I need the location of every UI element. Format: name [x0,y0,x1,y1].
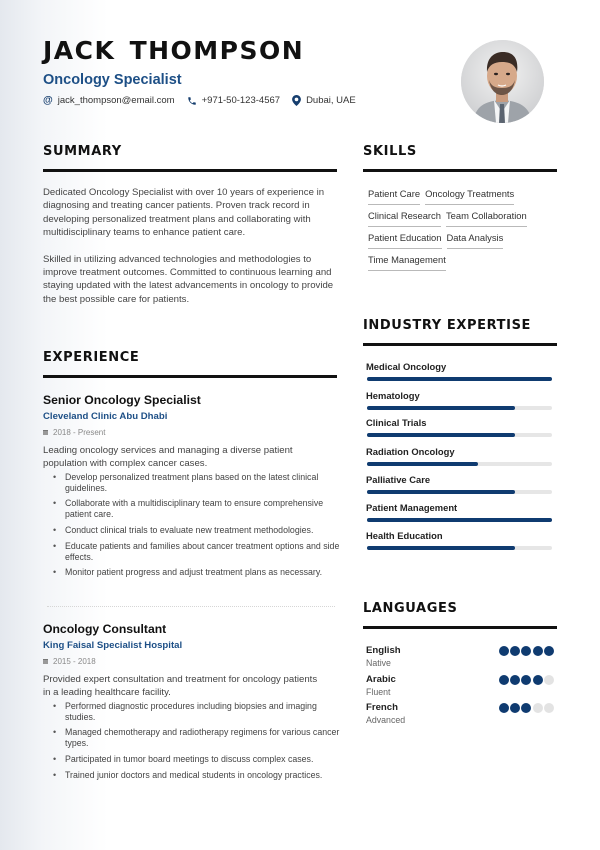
language-item [366,674,554,697]
languages-divider [363,626,557,629]
rating-dot-empty [544,675,554,685]
at-icon: @ [43,95,53,106]
language-rating [498,703,554,713]
job-bullet: • Trained junior doctors and medical students in oncology practices. [65,770,341,781]
expertise-bar-track [367,462,552,466]
job-company: King Faisal Specialist Hospital [43,640,183,651]
experience-entry [43,622,343,785]
language-item [366,645,554,668]
rating-dot-filled [499,646,509,656]
rating-dot-filled [510,675,520,685]
rating-dot-empty [544,703,554,713]
rating-dot-empty [533,703,543,713]
expertise-bar-fill [367,462,478,466]
job-dates [43,428,343,437]
skills-divider [363,169,557,172]
expertise-bar-track [367,377,552,381]
rating-dot-filled [510,703,520,713]
job-dates-text: 2015 - 2018 [53,657,96,666]
job-dates-text: 2018 - Present [53,428,106,437]
job-description: Provided expert consultation and treatment for oncology patients in a leading healthcare facility. [43,674,318,699]
email-text: jack_thompson@email.com [57,95,175,106]
language-rating [498,646,554,656]
phone-text: +971-50-123-4567 [201,95,281,106]
expertise-item [366,474,552,494]
rating-dot-filled [533,675,543,685]
language-level: Advanced [366,715,406,725]
expertise-bar-fill [367,433,515,437]
experience-heading: EXPERIENCE [43,350,140,365]
expertise-label: Clinical Trials [366,417,427,428]
summary-paragraph: Dedicated Oncology Specialist with over 10 years of experience in diagnosing and treating cancer patients. Proven track record in developing personalized treatment plans and collaborating with multidisciplinary teams to enhance patient care. [43,187,325,239]
rating-dot-filled [510,646,520,656]
rating-dot-filled [533,646,543,656]
language-level: Native [366,658,391,668]
expertise-label: Radiation Oncology [366,446,455,457]
skill-tag: Clinical Research [368,210,441,227]
languages-heading: LANGUAGES [363,601,458,616]
location-pin-icon [292,95,301,106]
job-position: Oncology Consultant [43,622,167,636]
job-bullet: • Managed chemotherapy and radiotherapy regimens for various cancer types. [65,727,341,749]
expertise-heading: INDUSTRY EXPERTISE [363,318,532,333]
language-name: French [366,702,398,713]
contact-row [43,95,368,106]
summary-paragraph: Skilled in utilizing advanced technologies and methodologies to improve treatment outcomes. Committed to continuous learning and staying updated with the latest advancements in oncology to provide the best possible care for patients. [43,253,334,305]
job-bullet: • Collaborate with a multidisciplinary team to ensure comprehensive patient care. [65,498,341,520]
expertise-bar-fill [367,518,552,522]
rating-dot-filled [544,646,554,656]
job-bullet: • Develop personalized treatment plans based on the latest clinical guidelines. [65,472,341,494]
rating-dot-filled [521,703,531,713]
expertise-item [366,361,552,381]
job-company: Cleveland Clinic Abu Dhabi [43,411,168,422]
expertise-label: Patient Management [366,502,458,513]
rating-dot-filled [499,703,509,713]
job-bullet: • Monitor patient progress and adjust treatment plans as necessary. [65,567,341,578]
expertise-bar-track [367,546,552,550]
expertise-divider [363,343,557,346]
summary-heading: SUMMARY [43,144,122,159]
job-bullet: • Participated in tumor board meetings to discuss complex cases. [65,754,341,765]
rating-dot-filled [521,646,531,656]
expertise-bar-fill [367,490,515,494]
job-bullet: • Conduct clinical trials to evaluate new treatment methodologies. [65,525,341,536]
language-level: Fluent [366,687,391,697]
language-name: English [366,645,401,656]
rating-dot-filled [521,675,531,685]
job-bullets [65,472,343,578]
expertise-item [366,417,552,437]
expertise-label: Health Education [366,530,443,541]
calendar-icon [43,430,48,435]
expertise-bar-track [367,406,552,410]
expertise-bar-track [367,518,552,522]
location-text: Dubai, UAE [306,95,356,106]
profile-photo [461,40,544,123]
expertise-item [366,446,552,466]
summary-text [43,186,339,306]
skills-list [368,188,563,271]
phone-icon [187,96,197,106]
contact-email[interactable] [43,95,175,106]
job-description: Leading oncology services and managing a diverse patient population with complex cancer cases. [43,445,293,470]
job-dates [43,657,343,666]
job-position: Senior Oncology Specialist [43,393,201,407]
language-rating [498,675,554,685]
candidate-name: JACK THOMPSON [43,36,305,65]
expertise-item [366,390,552,410]
skill-tag: Time Management [368,254,446,271]
rating-dot-filled [499,675,509,685]
calendar-icon [43,659,48,664]
expertise-bar-fill [367,546,515,550]
expertise-item [366,530,552,550]
skill-tag: Patient Education [368,232,442,249]
expertise-item [366,502,552,522]
skill-tag: Team Collaboration [446,210,527,227]
language-item [366,702,554,725]
expertise-bar-track [367,433,552,437]
experience-separator [47,606,335,607]
expertise-label: Palliative Care [366,474,431,485]
job-bullet: • Performed diagnostic procedures including biopsies and imaging studies. [65,701,341,723]
expertise-bar-track [367,490,552,494]
contact-location [292,95,356,106]
expertise-label: Medical Oncology [366,361,447,372]
expertise-bar-fill [367,406,515,410]
experience-entry [43,393,343,583]
experience-divider [43,375,337,378]
skill-tag: Data Analysis [447,232,504,249]
contact-phone[interactable] [187,95,280,106]
expertise-bar-fill [367,377,552,381]
job-bullet: • Educate patients and families about cancer treatment options and side effects. [65,541,341,563]
job-title: Oncology Specialist [43,72,182,88]
skills-heading: SKILLS [363,144,417,159]
summary-divider [43,169,337,172]
skill-tag: Oncology Treatments [425,188,514,205]
expertise-label: Hematology [366,390,420,401]
job-bullets [65,701,343,781]
skill-tag: Patient Care [368,188,420,205]
language-name: Arabic [366,674,396,685]
